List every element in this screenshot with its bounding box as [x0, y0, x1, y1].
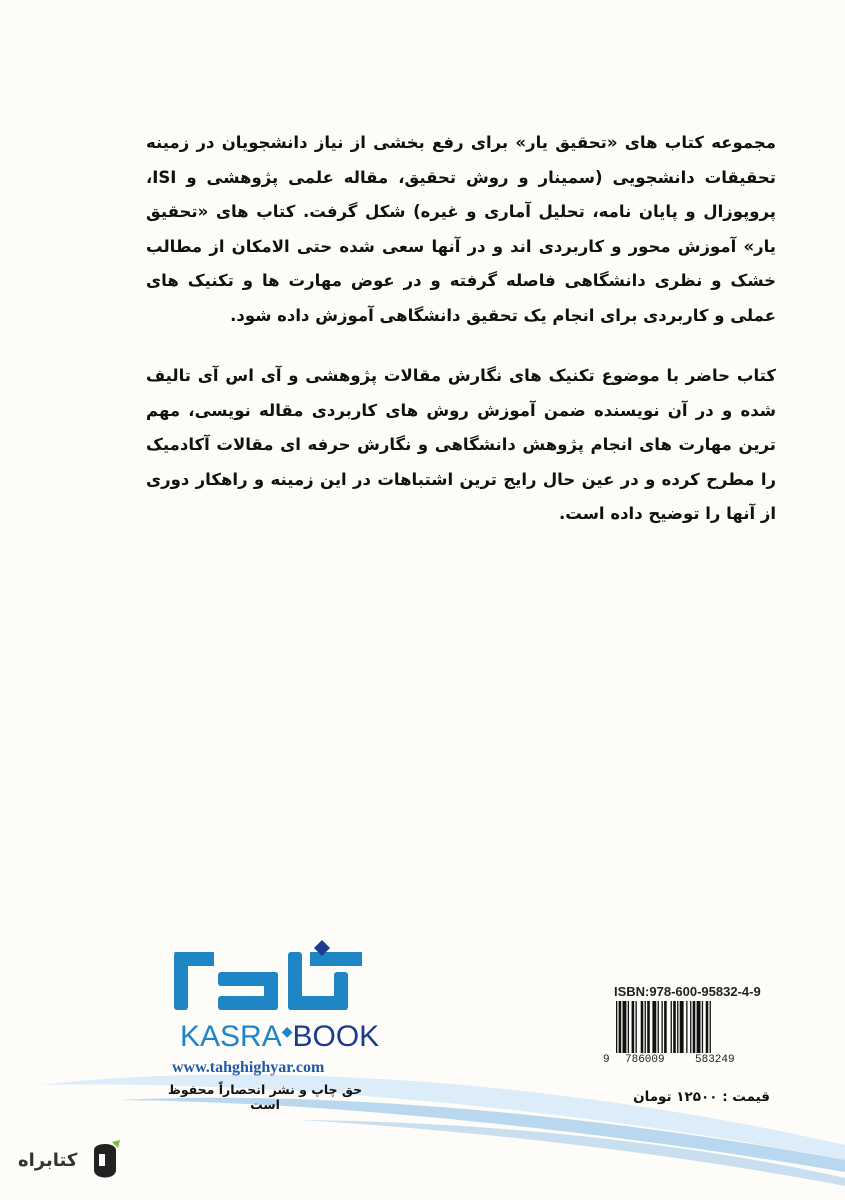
barcode-bar: [616, 1001, 617, 1053]
brand-kasra: KASRA: [180, 1020, 282, 1053]
isbn-label: ISBN:978-600-95832-4-9: [614, 984, 761, 999]
kasra-logo-icon: [170, 938, 370, 1018]
barcode-bar: [664, 1001, 667, 1053]
barcode-bar: [702, 1001, 703, 1053]
copyright-notice: حق چاپ و نشر انحصاراً محفوظ است: [167, 1082, 363, 1112]
barcode-bar: [677, 1001, 678, 1053]
barcode-digit-first: 9: [603, 1054, 610, 1066]
barcode-bar: [710, 1001, 711, 1053]
barcode-bar: [619, 1001, 622, 1053]
barcode-digits-group1: 786009: [625, 1054, 665, 1066]
barcode-bar: [632, 1001, 635, 1053]
barcode-bar: [658, 1001, 659, 1053]
barcode-bar: [662, 1001, 663, 1053]
barcode-bar: [647, 1001, 650, 1053]
barcode-bar: [697, 1001, 701, 1053]
barcode-bar: [628, 1001, 629, 1053]
isbn-barcode: [614, 1001, 770, 1053]
barcode-bar: [690, 1001, 691, 1053]
ketabrah-logo-icon: [88, 1140, 122, 1182]
kasra-book-wordmark: [180, 1020, 379, 1054]
diamond-icon: ◆: [281, 1023, 293, 1039]
website-link[interactable]: www.tahghighyar.com: [172, 1059, 325, 1076]
wave-decoration: [0, 1060, 845, 1200]
barcode-bar: [686, 1001, 687, 1053]
barcode-bar: [673, 1001, 676, 1053]
barcode-bar: [636, 1001, 637, 1053]
barcode-bar: [645, 1001, 646, 1053]
barcode-bar: [641, 1001, 644, 1053]
ketabrah-watermark: کتابراه: [18, 1150, 78, 1171]
barcode-bar: [652, 1001, 656, 1053]
description-paragraph-1: مجموعه کتاب های «تحقیق یار» برای رفع بخشی از نیاز دانشجویان در زمینه تحقیقات دانشجویی (سمینار و روش تحقیق، مقاله علمی پژوهشی و ISI، پروپوزال و پایان نامه، تحلیل آماری و غیره) شکل گرفت. کتاب های «تحقیق یار» آموزش محور و کاربردی اند و در آنها سعی شده حتی الامکان از مطالب خشک و نظری دانشگاهی فاصله گرفته و در عوض مهارت ها و تکنیک های عملی و کاربردی برای انجام یک تحقیق دانشگاهی آموزش داده شود.: [146, 133, 776, 325]
description-paragraph-2: کتاب حاضر با موضوع تکنیک های نگارش مقالات پژوهشی و آی اس آی تالیف شده و در آن نویسنده ضمن آموزش روش های کاربردی مقاله نویسی، مهم ترین مهارت های انجام پژوهش دانشگاهی و نگارش حرفه ای مقالات آکادمیک را مطرح کرده و در عین حال رایج ترین اشتباهات در این زمینه و راهکار دوری از آنها را توضیح داده است.: [146, 366, 776, 523]
barcode-bar: [693, 1001, 696, 1053]
barcode-digits-group2: 583249: [695, 1054, 735, 1066]
barcode-bar: [671, 1001, 672, 1053]
price-label: قیمت : ۱۲۵۰۰ تومان: [633, 1089, 770, 1105]
barcode-bar: [623, 1001, 627, 1053]
brand-book: BOOK: [292, 1020, 380, 1053]
barcode-bar: [680, 1001, 684, 1053]
barcode-bar: [706, 1001, 709, 1053]
